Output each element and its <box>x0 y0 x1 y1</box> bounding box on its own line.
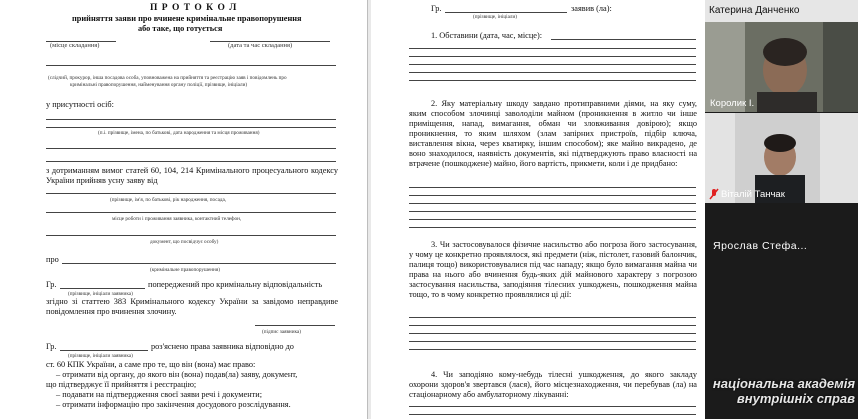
official-caption-2: кримінальні правопорушення, найменування органу поліції, прізвище, ініціали) <box>70 82 248 88</box>
id-caption: документ, що посвідчує особу) <box>150 239 219 245</box>
residence-caption: місце роботи і проживання заявника, контактний телефон, <box>112 216 242 222</box>
applicant-line <box>46 193 336 194</box>
warned-text: попереджений про кримінальну відповідальність <box>148 280 323 289</box>
signature-line <box>255 325 335 326</box>
answer-line-q2-3 <box>409 203 696 204</box>
answer-line-q4-1 <box>409 406 696 407</box>
citizen-label-right: Гр. <box>431 4 442 13</box>
participant-tile-1[interactable] <box>705 22 858 112</box>
presence-label: у присутності осіб: <box>46 100 114 109</box>
witness-line-2 <box>46 127 336 128</box>
official-line <box>46 65 336 66</box>
question-4: 4. Чи заподіяно кому-небудь тілесні ушкодження, до якого закладу охорони здоров'я звертався (лася), його місцезнаходження, чи перебував (ла) на стаціонарному або амбулаторному лікуванні: <box>409 370 697 399</box>
protocol-subtitle: прийняття заяви про вчинене кримінальне правопорушення <box>72 14 302 23</box>
article-text: згідно зі статтею 383 Кримінального кодексу України за завідомо неправдиве повідомлення про вчинення злочину. <box>46 297 338 316</box>
witness-line-4 <box>46 161 336 162</box>
protocol-title: П Р О Т О К О Л <box>150 3 238 13</box>
official-caption: (слідчий, прокурор, інша посадова особа, уповноважена на прийняття та реєстрацію заяв і повідомлень про <box>48 75 287 81</box>
watermark-line-1: національна академія <box>712 376 855 391</box>
participant-name-0: Катерина Данченко <box>709 5 800 16</box>
question-3: 3. Чи застосовувалося фізичне насильство або погроза його застосування, у чому це конкретно проявлялося, які предмети (ніж, пістолет, газовий балончик, палиця тощо) використовувалися під час нападу; якщо було вимагання майна чи права на нього або вчинення будь-яких дій майнового характеру з погрозою застосування насильства, заподіяння тілесних ушкоджень, пошкодження майна тощо, то в чому конкретно проявлялися ці дії: <box>409 240 697 299</box>
mic-muted-icon <box>709 188 719 200</box>
right-1: – отримати від органу, до якого він (вона) подав(ла) заяву, документ, <box>56 370 298 379</box>
right-2: – подавати на підтвердження своєї заяви речі і документи; <box>56 390 263 399</box>
question-2: 2. Яку матеріальну шкоду завдано протиправними діями, на яку суму, яким способом злочинці заволоділи майном (проникнення в житло чи інше приміщення, напад, вимагання, обман чи зловживання довірою); якщо проникнення, то яким шляхом (злам запірних пристроїв, підбір ключа, виставлення вікна, через кватирку, іншим способом); яке майно викрадено, де воно знаходилося, наявність документів, які підтверджують право власності на втрачене (пошкоджене) майно, його вартість, прикмети, коли і де придбано: <box>409 99 697 168</box>
answer-line-q3-4 <box>409 341 696 342</box>
citizen-name-line <box>60 288 145 289</box>
rights-intro: ст. 60 КПК України, а саме про те, що він (вона) має право: <box>46 360 256 369</box>
answer-line-q3-1 <box>409 317 696 318</box>
right-3: – отримати інформацію про закінчення досудового розслідування. <box>56 400 291 409</box>
datetime-caption: (дата та час складання) <box>228 42 293 49</box>
citizen-label: Гр. <box>46 280 57 289</box>
watermark-logo <box>690 376 855 406</box>
protocol-page-right <box>371 0 705 419</box>
applicant-line-2 <box>46 212 336 213</box>
name-initials-caption: (прізвище, ініціали заявника) <box>68 291 133 297</box>
answer-line-q1-4 <box>409 72 696 73</box>
protocol-page-left <box>0 0 368 419</box>
participant-tile-0[interactable] <box>705 0 858 22</box>
answer-line-q1-5 <box>409 80 696 81</box>
question-1: 1. Обставини (дата, час, місце): <box>431 31 543 40</box>
name-initials-caption-2: (прізвище, ініціали заявника) <box>68 353 133 359</box>
citizen-label-2: Гр. <box>46 342 57 351</box>
watermark-line-2: внутрішніх справ <box>736 391 855 406</box>
answer-line-q3-2 <box>409 325 696 326</box>
answer-line-q2-6 <box>409 227 696 228</box>
name-caption-right: (прізвище, ініціали) <box>473 14 518 20</box>
answer-line-q1-3 <box>409 64 696 65</box>
place-caption: (місце складання) <box>50 42 100 49</box>
answer-line-q4-2 <box>409 414 696 415</box>
answer-line-q2-4 <box>409 211 696 212</box>
protocol-subtitle-2: або таке, що готується <box>138 24 223 33</box>
witness-line <box>46 119 336 120</box>
signature-caption: (підпис заявника) <box>262 329 301 335</box>
answer-line-q3-3 <box>409 333 696 334</box>
applicant-line-3 <box>46 235 336 236</box>
participant-name-1: Королик І. <box>710 98 755 109</box>
participant-name-2: Віталій Танчак <box>721 189 785 200</box>
citizen-name-line-2 <box>60 350 148 351</box>
about-label: про <box>46 255 59 264</box>
answer-line-q3-5 <box>409 349 696 350</box>
citizen-suffix: заявив (ла): <box>571 4 612 13</box>
witness-caption: (п.і. прізвище, імена, по батькові, дата народження та місця проживання) <box>98 130 260 136</box>
offense-caption: (кримінальне правопорушення) <box>150 267 220 273</box>
answer-line-q1-1 <box>409 48 696 49</box>
witness-line-3 <box>46 148 336 149</box>
explained-text: роз'яснено права заявника відповідно до <box>151 342 294 351</box>
answer-line-q2-5 <box>409 219 696 220</box>
answer-line-q2-1 <box>409 187 696 188</box>
offense-line <box>62 263 336 264</box>
citizen-name-line-right <box>445 12 567 13</box>
participant-tile-3[interactable] <box>705 204 858 292</box>
answer-line-q2-2 <box>409 195 696 196</box>
participant-tile-2[interactable] <box>705 113 858 203</box>
applicant-caption: (прізвище, ім'я, по батькові, рік народження, посада, <box>110 197 227 203</box>
answer-line-q1-0 <box>551 39 696 40</box>
right-1b: що підтверджує її прийняття і реєстрацію; <box>46 380 197 389</box>
answer-line-q1-2 <box>409 56 696 57</box>
participant-name-3: Ярослав Стефа... <box>713 240 808 252</box>
compliance-text: з дотриманням вимог статей 60, 104, 214 Кримінального процесуального кодексу України прийняв усну заяву від <box>46 166 338 185</box>
